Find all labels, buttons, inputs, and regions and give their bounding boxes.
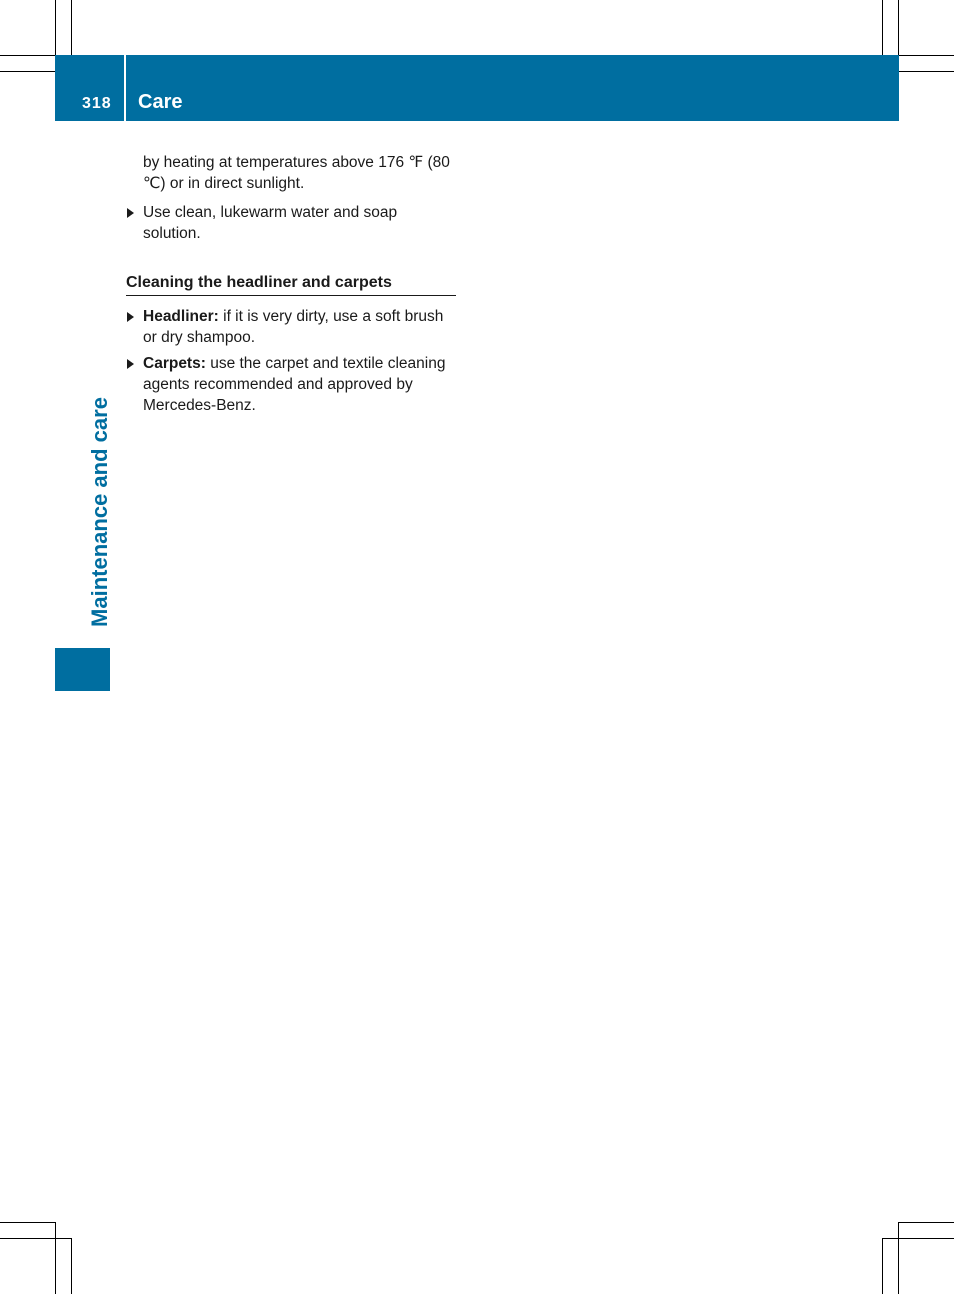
crop-mark — [0, 71, 55, 72]
crop-mark — [0, 1238, 71, 1239]
list-item — [126, 202, 456, 244]
crop-mark — [882, 0, 883, 55]
list-item-text: use the carpet and textile cleaning agents recommended and approved by Mercedes-Benz. — [143, 355, 446, 414]
crop-mark — [55, 0, 56, 55]
page-header — [55, 55, 899, 121]
crop-mark — [899, 1222, 954, 1223]
crop-mark — [0, 1222, 55, 1223]
header-divider — [124, 55, 126, 121]
crop-mark — [882, 1238, 883, 1294]
list-item-text: if it is very dirty, use a soft brush or dry shampoo. — [143, 308, 444, 346]
crop-mark — [899, 71, 954, 72]
chapter-tab-marker — [55, 648, 110, 691]
crop-mark — [71, 0, 72, 55]
crop-mark — [898, 1222, 899, 1294]
section-title: Care — [138, 91, 183, 113]
list-item-term: Carpets: — [143, 355, 206, 372]
crop-mark — [55, 1222, 56, 1294]
crop-mark — [899, 55, 954, 56]
chapter-side-label: Maintenance and care — [87, 397, 112, 627]
arrow-bullet-icon — [127, 312, 134, 322]
crop-mark — [71, 1238, 72, 1294]
crop-mark — [883, 1238, 954, 1239]
continued-paragraph: by heating at temperatures above 176 ℉ (80 ℃) or in direct sunlight. — [143, 154, 450, 192]
page-number: 318 — [82, 95, 112, 112]
crop-mark — [0, 55, 55, 56]
section-heading: Cleaning the headliner and carpets — [126, 272, 456, 296]
arrow-bullet-icon — [127, 359, 134, 369]
crop-mark — [898, 0, 899, 55]
list-item — [126, 306, 456, 348]
list-item-term: Headliner: — [143, 308, 219, 325]
main-content — [126, 152, 456, 421]
list-item-text: Use clean, lukewarm water and soap solution. — [143, 204, 398, 242]
arrow-bullet-icon — [127, 208, 134, 218]
list-item — [126, 353, 456, 416]
